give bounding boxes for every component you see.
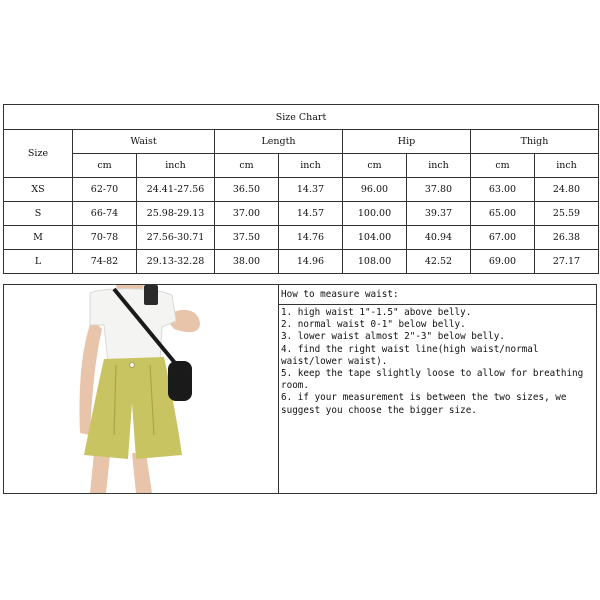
unit-header-inch: inch [535,154,599,178]
size-chart-title: Size Chart [4,105,599,130]
unit-header-cm: cm [471,154,535,178]
list-item: 5. keep the tape slightly loose to allow for breathing room. [281,368,584,392]
table-cell: 69.00 [471,250,535,274]
measurement-guide-box [3,284,597,494]
table-cell: 42.52 [407,250,471,274]
table-cell: 104.00 [343,226,407,250]
measure-steps [279,305,596,417]
table-cell: 36.50 [215,178,279,202]
measure-heading: How to measure waist: [279,285,596,305]
list-item: 6. if your measurement is between the two sizes, we suggest you choose the bigger size. [281,392,567,416]
shorts-button [130,363,135,368]
table-cell: 38.00 [215,250,279,274]
table-row [4,202,599,226]
table-cell: 24.80 [535,178,599,202]
table-cell: 25.59 [535,202,599,226]
unit-header-cm: cm [343,154,407,178]
table-row [4,178,599,202]
table-cell: 108.00 [343,250,407,274]
size-cell: S [4,202,73,226]
table-cell: 14.37 [279,178,343,202]
table-cell: 67.00 [471,226,535,250]
table-cell: 14.76 [279,226,343,250]
table-row [4,250,599,274]
size-cell: XS [4,178,73,202]
table-cell: 40.94 [407,226,471,250]
unit-header-inch: inch [407,154,471,178]
table-cell: 14.96 [279,250,343,274]
size-column-header: Size [4,130,73,178]
table-cell: 37.50 [215,226,279,250]
model-illustration [4,285,278,493]
table-cell: 27.17 [535,250,599,274]
product-photo [4,285,279,493]
phone [144,285,158,305]
table-cell: 63.00 [471,178,535,202]
thigh-header: Thigh [471,130,599,154]
table-cell: 100.00 [343,202,407,226]
hip-header: Hip [343,130,471,154]
table-cell: 70-78 [73,226,137,250]
table-cell: 74-82 [73,250,137,274]
table-cell: 29.13-32.28 [137,250,215,274]
waist-header: Waist [73,130,215,154]
size-cell: L [4,250,73,274]
unit-header-cm: cm [73,154,137,178]
table-cell: 37.80 [407,178,471,202]
list-item: 1. high waist 1"-1.5" above belly. [281,307,472,318]
table-cell: 96.00 [343,178,407,202]
list-item: 2. normal waist 0-1" below belly. [281,319,466,331]
table-cell: 66-74 [73,202,137,226]
size-chart-table [3,104,599,274]
unit-header-inch: inch [279,154,343,178]
table-cell: 39.37 [407,202,471,226]
unit-header-inch: inch [137,154,215,178]
table-cell: 24.41-27.56 [137,178,215,202]
crossbody-bag [168,361,192,401]
table-cell: 14.57 [279,202,343,226]
list-item: 3. lower waist almost 2"-3" below belly. [281,331,505,343]
table-row [4,226,599,250]
table-cell: 65.00 [471,202,535,226]
table-cell: 27.56-30.71 [137,226,215,250]
table-cell: 26.38 [535,226,599,250]
length-header: Length [215,130,343,154]
size-cell: M [4,226,73,250]
unit-header-cm: cm [215,154,279,178]
table-cell: 62-70 [73,178,137,202]
model-shorts [84,357,182,459]
measure-instructions [279,285,596,493]
list-item: 4. find the right waist line(high waist/normal waist/lower waist). [281,343,539,367]
model-legs [90,453,152,493]
model-top [90,289,176,363]
table-cell: 37.00 [215,202,279,226]
table-cell: 25.98-29.13 [137,202,215,226]
